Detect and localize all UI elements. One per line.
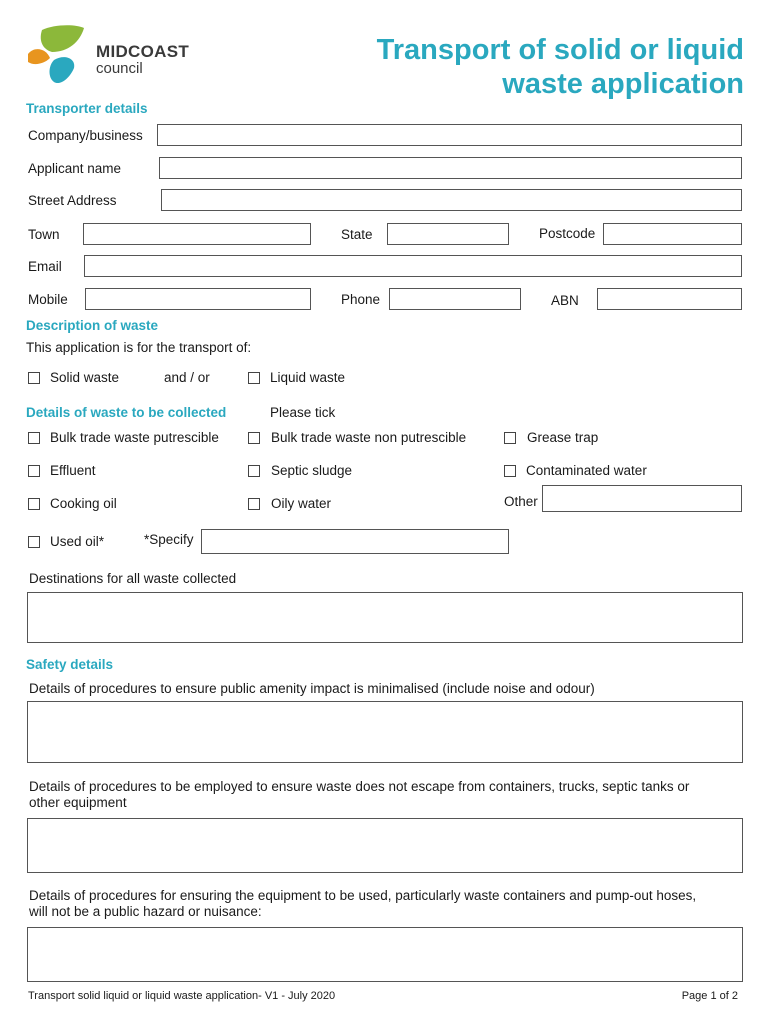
page-title-line2: waste application: [502, 68, 744, 100]
septic-sludge-label: Septic sludge: [271, 463, 353, 478]
street-label: Street Address: [28, 193, 117, 208]
septic-sludge-checkbox[interactable]: [248, 465, 260, 477]
transporter-heading: Transporter details: [26, 101, 148, 116]
postcode-label: Postcode: [539, 226, 596, 241]
oily-water-checkbox[interactable]: [248, 498, 260, 510]
safety-heading: Safety details: [26, 657, 114, 672]
safety-q2-field[interactable]: [27, 818, 743, 873]
contaminated-water-checkbox[interactable]: [504, 465, 516, 477]
bulk-non-putrescible-label: Bulk trade waste non putrescible: [271, 430, 467, 445]
safety-q3-label-line2: will not be a public hazard or nuisance:: [29, 904, 262, 919]
footer-doc-info: Transport solid liquid or liquid waste application- V1 - July 2020: [28, 990, 336, 1002]
safety-q2-label-line2: other equipment: [29, 795, 127, 810]
specify-field[interactable]: [201, 529, 509, 554]
andor-label: and / or: [164, 370, 210, 385]
effluent-label: Effluent: [50, 463, 96, 478]
grease-trap-checkbox[interactable]: [504, 432, 516, 444]
cooking-oil-label: Cooking oil: [50, 496, 117, 511]
street-field[interactable]: [161, 189, 742, 211]
details-heading: Details of waste to be collected: [26, 405, 227, 420]
state-label: State: [341, 227, 373, 242]
solid-waste-checkbox[interactable]: [28, 372, 40, 384]
company-field[interactable]: [157, 124, 742, 146]
destinations-field[interactable]: [27, 592, 743, 643]
liquid-waste-checkbox[interactable]: [248, 372, 260, 384]
bulk-putrescible-checkbox[interactable]: [28, 432, 40, 444]
abn-label: ABN: [551, 293, 579, 308]
safety-q3-label-line1: Details of procedures for ensuring the equipment to be used, particularly waste containers and pump-out hoses,: [29, 888, 697, 903]
email-field[interactable]: [84, 255, 742, 277]
description-intro: This application is for the transport of:: [26, 340, 252, 355]
bulk-putrescible-label: Bulk trade waste putrescible: [50, 430, 219, 445]
phone-label: Phone: [341, 292, 381, 307]
other-label: Other: [504, 494, 538, 509]
destinations-label: Destinations for all waste collected: [29, 571, 237, 586]
liquid-waste-label: Liquid waste: [270, 370, 346, 385]
used-oil-checkbox[interactable]: [28, 536, 40, 548]
grease-trap-label: Grease trap: [527, 430, 599, 445]
other-field[interactable]: [542, 485, 742, 512]
town-label: Town: [28, 227, 60, 242]
effluent-checkbox[interactable]: [28, 465, 40, 477]
bulk-non-putrescible-checkbox[interactable]: [248, 432, 260, 444]
postcode-field[interactable]: [603, 223, 742, 245]
used-oil-label: Used oil*: [50, 534, 105, 549]
midcoast-logo-icon: [24, 24, 90, 90]
mobile-field[interactable]: [85, 288, 311, 310]
safety-q1-label: Details of procedures to ensure public amenity impact is minimalised (include noise and odour): [29, 681, 595, 696]
brand-sub: council: [96, 60, 143, 77]
safety-q3-field[interactable]: [27, 927, 743, 982]
abn-field[interactable]: [597, 288, 742, 310]
oily-water-label: Oily water: [271, 496, 332, 511]
solid-waste-label: Solid waste: [50, 370, 120, 385]
phone-field[interactable]: [389, 288, 521, 310]
email-label: Email: [28, 259, 62, 274]
state-field[interactable]: [387, 223, 509, 245]
applicant-field[interactable]: [159, 157, 742, 179]
page-title-line1: Transport of solid or liquid: [376, 34, 744, 66]
cooking-oil-checkbox[interactable]: [28, 498, 40, 510]
applicant-label: Applicant name: [28, 161, 122, 176]
please-tick-label: Please tick: [270, 405, 336, 420]
town-field[interactable]: [83, 223, 311, 245]
description-heading: Description of waste: [26, 318, 159, 333]
safety-q2-label-line1: Details of procedures to be employed to ensure waste does not escape from containers, trucks, septic tanks or: [29, 779, 690, 794]
company-label: Company/business: [28, 128, 143, 143]
safety-q1-field[interactable]: [27, 701, 743, 763]
contaminated-water-label: Contaminated water: [526, 463, 647, 478]
brand-name: MIDCOAST: [96, 42, 190, 61]
footer-page-number: Page 1 of 2: [681, 990, 738, 1002]
mobile-label: Mobile: [28, 292, 68, 307]
specify-label: *Specify: [144, 532, 194, 547]
